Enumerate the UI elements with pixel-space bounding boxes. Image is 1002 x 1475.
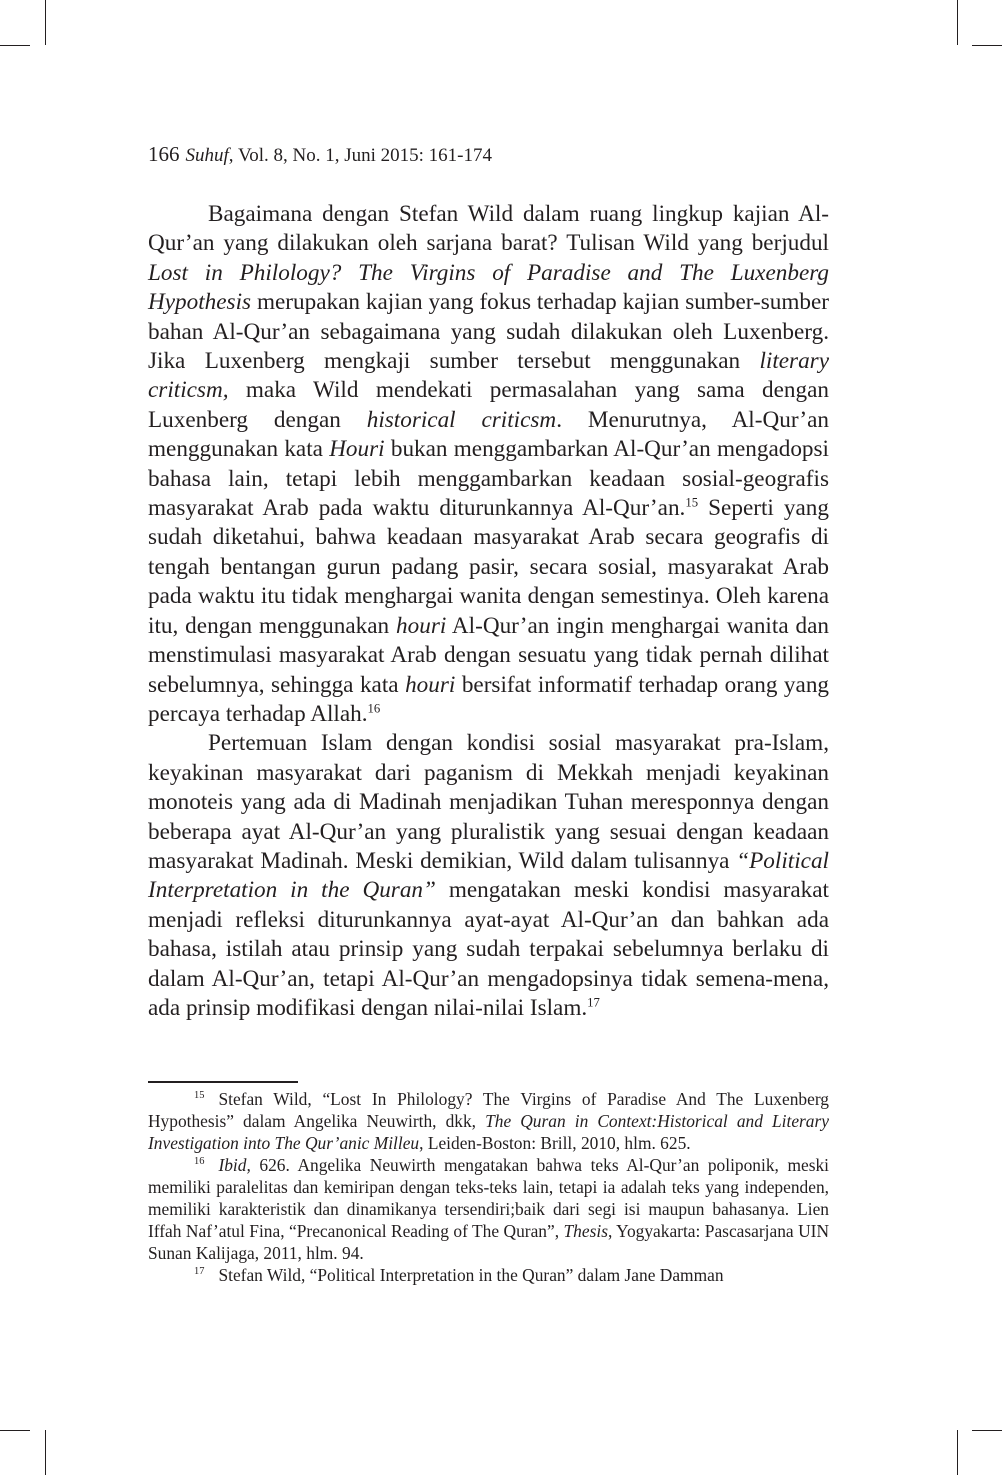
footnote-ref: 16 (367, 701, 381, 716)
crop-mark (45, 0, 46, 45)
text-run: bukan menggambarkan Al-Qur’an mengadopsi bahasa lain, tetapi lebih menggambarkan keadaan sosial-geografis masyarakat Arab pada waktu diturunkannya Al-Qur’an. (148, 436, 829, 522)
text-run: mengatakan meski kondisi masyarakat menjadi refleksi diturunkannya ayat-ayat Al-Qur’an dan bahkan ada bahasa, istilah atau prinsip yang sudah terpakai sebelumnya berlaku di dalam Al-Qur’an, tetapi Al-Qur’an mengadopsinya tidak semena-mena, ada prinsip modifikasi dengan nilai-nilai Islam. (148, 877, 829, 1021)
text-run: . Menurutnya, Al-Qur’an menggunakan kata (148, 406, 830, 463)
crop-mark (972, 1430, 1002, 1431)
footnote (148, 1154, 829, 1264)
footnotes (148, 1088, 829, 1286)
italic-title: “Political Interpretation in the Quran” (148, 847, 829, 904)
paragraph (148, 729, 829, 1023)
italic-term: Houri (329, 436, 385, 463)
text-run: Bagaimana dengan Stefan Wild dalam ruang lingkup kajian Al-Qur’an yang dilakukan oleh sarjana barat? Tulisan Wild yang berjudul (148, 201, 829, 257)
text-run: Seperti yang sudah diketahui, bahwa keadaan masyarakat Arab secara geografis di tengah bentangan gurun padang pasir, secara sosial, masyarakat Arab pada waktu itu tidak menghargai wanita dengan semestinya. Oleh karena itu, dengan menggunakan (148, 495, 829, 639)
text-run: Stefan Wild, “Political Interpretation in the Quran” dalam Jane Damman (218, 1265, 724, 1285)
italic-title: The Quran in Context:Historical and Literary Investigation into The Qur’anic Milleu (148, 1111, 829, 1153)
italic-term: Thesis (563, 1221, 608, 1241)
text-run: Pertemuan Islam dengan kondisi sosial masyarakat pra-Islam, keyakinan masyarakat dari paganism di Mekkah menjadi keyakinan monoteis yang ada di Madinah menjadikan Tuhan meresponnya dengan beberapa ayat Al-Qur’an yang pluralistik yang sesuai dengan keadaan masyarakat Madinah. Meski demikian, Wild dalam tulisannya (148, 730, 829, 874)
italic-term: houri (396, 612, 447, 639)
body-text (148, 200, 829, 1023)
text-run: Stefan Wild, “Lost In Philology? The Virgins of Paradise And The Luxenberg Hypothesis” dalam Angelika Neuwirth, dkk, (148, 1089, 829, 1131)
page-number: 166 (148, 142, 180, 166)
footnote-number: 16 (194, 1156, 205, 1168)
footnote (148, 1264, 829, 1286)
footnote-ref: 17 (587, 995, 600, 1010)
italic-title: Lost in Philology? The Virgins of Paradise and The Luxenberg Hypothesis (148, 259, 829, 316)
text-run: 626. Angelika Neuwirth mengatakan bahwa teks Al-Qur’an poliponik, meski memiliki paralelitas dan kemiripan dengan teks-teks lain, tetapi ia adalah teks yang independen, memiliki karakteristik dan dinamikanya tersendiri;baik dari segi isi maupun bahasanya. Lien Iffah Naf’atul Fina, “Precanonical Reading of The Quran”, (148, 1155, 829, 1241)
text-run: maka Wild mendekati permasalahan yang sama dengan Luxenberg dengan (148, 377, 829, 433)
crop-mark (957, 0, 958, 45)
journal-citation: , Vol. 8, No. 1, Juni 2015: 161-174 (228, 145, 492, 166)
italic-term: historical criticsm (366, 406, 557, 433)
text-run: , Yogyakarta: Pascasarjana UIN Sunan Kalijaga, 2011, hlm. 94. (148, 1221, 829, 1263)
footnote-rule (148, 1081, 298, 1083)
footnote (148, 1088, 829, 1154)
text-run: bersifat informatif terhadap orang yang percaya terhadap Allah. (148, 671, 830, 727)
footnote-number: 15 (194, 1090, 205, 1102)
italic-term: Ibid, (218, 1155, 251, 1175)
italic-term: houri (405, 671, 456, 698)
crop-mark (972, 45, 1002, 46)
text-run: , Leiden-Boston: Brill, 2010, hlm. 625. (419, 1133, 691, 1153)
text-run: merupakan kajian yang fokus terhadap kajian sumber-sumber bahan Al-Qur’an sebagaimana yang sudah dilakukan oleh Luxenberg. Jika Luxenberg mengkaji sumber tersebut menggunakan (148, 289, 829, 375)
crop-mark (45, 1430, 46, 1475)
paragraph (148, 200, 829, 729)
crop-mark (957, 1430, 958, 1475)
italic-term: literary criticsm, (148, 348, 829, 404)
footnote-number: 17 (194, 1266, 205, 1278)
footnote-ref: 15 (685, 495, 699, 510)
text-run: Al-Qur’an ingin menghargai wanita dan menstimulasi masyarakat Arab dengan sesuatu yang tidak pernah dilihat sebelumnya, sehingga kata (148, 612, 829, 698)
crop-mark (0, 45, 30, 46)
crop-mark (0, 1430, 30, 1431)
running-head (148, 142, 492, 168)
journal-name: Suhuf (185, 145, 229, 166)
